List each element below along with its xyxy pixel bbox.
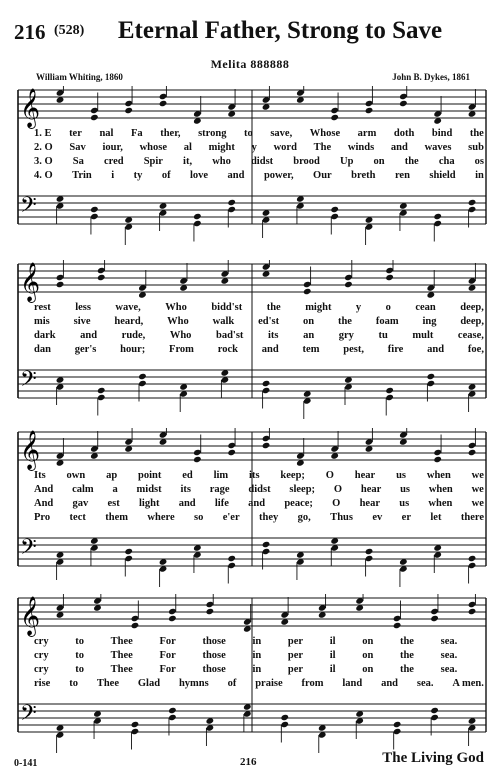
lyric-syllable: and xyxy=(390,142,408,153)
lyric-syllable: its xyxy=(249,470,260,481)
lyric-syllable: iour, xyxy=(102,142,123,153)
notehead xyxy=(468,555,477,562)
lyric-syllable: and xyxy=(381,678,399,689)
notehead xyxy=(262,442,271,449)
lyric-syllable: bidd'st xyxy=(211,302,243,313)
lyric-line xyxy=(34,678,484,689)
lyric-line xyxy=(34,470,484,481)
lyric-syllable: might xyxy=(305,302,332,313)
lyric-syllable: light xyxy=(139,498,160,509)
lyric-syllable: And xyxy=(34,498,54,509)
lyric-syllable: ed xyxy=(182,470,193,481)
lyric-syllable: deep, xyxy=(460,302,484,313)
lyric-syllable: we xyxy=(471,498,484,509)
lyric-syllable: the xyxy=(469,128,484,139)
lyric-syllable: ty xyxy=(133,170,143,181)
lyric-syllable: o xyxy=(385,302,391,313)
lyric-syllable: per xyxy=(287,636,304,647)
notehead xyxy=(303,288,312,295)
lyric-syllable: 1. E xyxy=(34,128,52,139)
notehead xyxy=(433,456,442,463)
lyric-syllable: For xyxy=(159,664,176,675)
footer-section-title: The Living God xyxy=(382,750,484,766)
lyric-line xyxy=(34,142,484,153)
lyric-syllable: love xyxy=(190,170,209,181)
lyric-syllable: From xyxy=(169,344,194,355)
lyric-syllable: those xyxy=(202,664,226,675)
lyric-syllable: sea. xyxy=(440,664,458,675)
lyric-syllable: 3. O xyxy=(34,156,53,167)
lyric-syllable: lim xyxy=(213,470,229,481)
lyric-syllable: sea. xyxy=(440,650,458,661)
lyric-syllable: waves xyxy=(424,142,452,153)
lyric-syllable: them xyxy=(105,512,128,523)
lyric-line xyxy=(34,664,484,675)
lyric-syllable: its xyxy=(268,330,279,341)
alt-hymn-number: (528) xyxy=(54,23,85,38)
lyric-syllable: we xyxy=(471,470,484,481)
lyric-syllable: didst xyxy=(250,156,274,167)
lyric-syllable: Whose xyxy=(309,128,341,139)
notehead xyxy=(193,456,202,463)
lyric-syllable: those xyxy=(202,650,226,661)
lyric-syllable: we xyxy=(471,484,484,495)
lyric-syllable: on xyxy=(362,650,374,661)
lyric-line xyxy=(34,484,484,495)
lyric-syllable: didst xyxy=(248,484,271,495)
hymn-title: Eternal Father, Strong to Save xyxy=(117,17,443,44)
lyric-syllable: est xyxy=(107,498,120,509)
notehead xyxy=(330,114,339,121)
notehead xyxy=(97,387,106,394)
lyric-syllable: us xyxy=(396,470,407,481)
notehead xyxy=(468,199,477,206)
lyric-syllable: hear xyxy=(360,484,382,495)
lyric-syllable: ed'st xyxy=(258,316,280,327)
lyric-line xyxy=(34,512,484,523)
lyric-syllable: Trin xyxy=(72,170,92,181)
lyric-syllable: go, xyxy=(297,512,311,523)
lyric-line xyxy=(34,344,484,355)
lyric-syllable: dan xyxy=(34,344,51,355)
lyric-line xyxy=(34,170,484,181)
notehead xyxy=(193,213,202,220)
lyric-syllable: 2. O xyxy=(34,142,53,153)
lyric-syllable: the xyxy=(266,302,281,313)
lyric-syllable: cry xyxy=(34,650,49,661)
lyric-syllable: dark xyxy=(34,330,56,341)
lyric-syllable: and xyxy=(261,344,279,355)
lyric-syllable: the xyxy=(399,650,414,661)
lyric-syllable: own xyxy=(66,470,86,481)
treble-clef-icon: 𝄞 xyxy=(20,430,41,470)
hymn-number: 216 xyxy=(14,20,46,44)
lyric-syllable: heard, xyxy=(114,316,144,327)
lyric-syllable: ev xyxy=(372,512,383,523)
lyric-syllable: us xyxy=(399,498,410,509)
lyric-syllable: The xyxy=(313,142,332,153)
music-system-2 xyxy=(0,260,500,420)
lyric-syllable: so xyxy=(194,512,204,523)
lyric-syllable: rock xyxy=(217,344,238,355)
lyric-syllable: O xyxy=(325,470,334,481)
lyric-syllable: winds xyxy=(347,142,375,153)
notehead xyxy=(393,622,402,629)
lyric-syllable: per xyxy=(287,650,304,661)
notehead xyxy=(168,707,177,714)
notehead xyxy=(468,449,477,456)
music-system-4 xyxy=(0,594,500,754)
hymn-header xyxy=(0,0,500,80)
lyric-syllable: life xyxy=(214,498,229,509)
lyric-syllable: rage xyxy=(209,484,230,495)
notehead xyxy=(365,107,374,114)
notehead xyxy=(262,541,271,548)
notehead xyxy=(280,714,289,721)
lyric-syllable: on xyxy=(302,316,315,327)
lyric-syllable: foam xyxy=(375,316,399,327)
bass-clef-icon: 𝄢 xyxy=(20,535,37,565)
lyric-syllable: from xyxy=(301,678,324,689)
notehead xyxy=(90,206,99,213)
lyric-syllable: sea. xyxy=(440,636,458,647)
lyric-line xyxy=(34,650,484,661)
lyric-syllable: il xyxy=(329,664,336,675)
lyric-syllable: the xyxy=(399,636,414,647)
bass-clef-icon: 𝄢 xyxy=(20,701,37,731)
lyric-syllable: wave, xyxy=(115,302,141,313)
lyric-syllable: word xyxy=(273,142,297,153)
lyric-syllable: cry xyxy=(34,636,49,647)
lyric-syllable: y xyxy=(355,302,362,313)
notehead xyxy=(262,380,271,387)
lyric-line xyxy=(34,498,484,509)
notehead xyxy=(97,274,106,281)
lyric-syllable: tu xyxy=(378,330,388,341)
lyric-syllable: on xyxy=(362,664,374,675)
lyric-syllable: sea. xyxy=(416,678,434,689)
lyric-syllable: Sav xyxy=(69,142,86,153)
lyric-syllable: and xyxy=(427,344,445,355)
lyric-line xyxy=(34,330,484,341)
notehead xyxy=(56,281,65,288)
lyric-syllable: Fa xyxy=(131,128,143,139)
lyric-syllable: cease, xyxy=(457,330,484,341)
lyric-syllable: A men. xyxy=(452,678,484,689)
lyric-line xyxy=(34,128,484,139)
notehead xyxy=(124,107,133,114)
lyric-syllable: Thee xyxy=(110,636,133,647)
lyric-line xyxy=(34,156,484,167)
lyric-syllable: tect xyxy=(69,512,86,523)
lyric-syllable: tem xyxy=(302,344,320,355)
lyric-syllable: cry xyxy=(34,664,49,675)
lyric-syllable: less xyxy=(75,302,91,313)
lyric-syllable: rest xyxy=(34,302,51,313)
lyric-syllable: when xyxy=(426,470,451,481)
lyric-syllable: on xyxy=(362,636,374,647)
lyric-syllable: Pro xyxy=(34,512,51,523)
lyric-syllable: ren xyxy=(394,170,410,181)
lyric-syllable: there xyxy=(460,512,484,523)
composer-credit: John B. Dykes, 1861 xyxy=(392,72,470,82)
lyric-syllable: sive xyxy=(73,316,91,327)
lyric-syllable: er xyxy=(401,512,411,523)
lyric-syllable: Its xyxy=(34,470,46,481)
lyric-syllable: and xyxy=(227,170,245,181)
lyric-syllable: land xyxy=(342,678,363,689)
lyric-syllable: an xyxy=(303,330,315,341)
lyric-syllable: in xyxy=(475,170,484,181)
notehead xyxy=(468,608,477,615)
lyric-syllable: and xyxy=(248,498,266,509)
lyric-syllable: os xyxy=(474,156,484,167)
lyric-syllable: gry xyxy=(338,330,354,341)
lyric-syllable: bad'st xyxy=(216,330,244,341)
lyric-syllable: those xyxy=(202,636,226,647)
lyric-syllable: it, xyxy=(183,156,193,167)
notehead xyxy=(124,548,133,555)
notehead xyxy=(430,615,439,622)
lyric-syllable: praise xyxy=(255,678,283,689)
lyric-syllable: 4. O xyxy=(34,170,53,181)
lyric-syllable: And xyxy=(34,484,54,495)
lyric-syllable: Spir xyxy=(143,156,163,167)
lyric-syllable: O xyxy=(332,498,341,509)
lyric-syllable: the xyxy=(404,156,419,167)
lyric-syllable: let xyxy=(430,512,442,523)
lyric-syllable: whose xyxy=(139,142,167,153)
footer-page-number: 216 xyxy=(240,756,257,768)
lyric-syllable: bind xyxy=(431,128,453,139)
lyric-syllable: might xyxy=(208,142,235,153)
lyric-syllable: y xyxy=(251,142,257,153)
lyric-syllable: of xyxy=(227,678,237,689)
lyric-syllable: in xyxy=(252,636,262,647)
lyric-syllable: ing xyxy=(422,316,437,327)
notehead xyxy=(385,274,394,281)
notehead xyxy=(433,213,442,220)
lyric-syllable: ger's xyxy=(74,344,97,355)
notehead xyxy=(344,281,353,288)
lyric-syllable: to xyxy=(75,636,84,647)
footer-code: 0-141 xyxy=(14,758,38,769)
lyric-syllable: Glad xyxy=(137,678,161,689)
notehead xyxy=(227,449,236,456)
lyric-syllable: midst xyxy=(136,484,162,495)
page-footer xyxy=(0,748,500,774)
lyric-syllable: hear xyxy=(359,498,380,509)
lyric-syllable: shield xyxy=(429,170,456,181)
lyric-syllable: mult xyxy=(412,330,434,341)
lyric-syllable: Sa xyxy=(72,156,84,167)
lyric-syllable: al xyxy=(183,142,192,153)
lyric-syllable: of xyxy=(161,170,171,181)
lyric-syllable: Thee xyxy=(110,650,133,661)
lyric-syllable: and xyxy=(80,330,98,341)
music-system-1 xyxy=(0,86,500,246)
lyric-syllable: il xyxy=(329,636,336,647)
treble-clef-icon: 𝄞 xyxy=(20,88,41,128)
lyric-syllable: Who xyxy=(165,302,187,313)
lyric-syllable: to xyxy=(75,664,84,675)
lyric-syllable: where xyxy=(147,512,175,523)
lyric-syllable: ther, xyxy=(160,128,181,139)
lyric-syllable: cha xyxy=(438,156,455,167)
lyric-syllable: O xyxy=(333,484,343,495)
lyric-syllable: on xyxy=(373,156,385,167)
lyric-syllable: strong xyxy=(198,128,227,139)
lyric-syllable: doth xyxy=(393,128,415,139)
lyric-syllable: hour; xyxy=(120,344,146,355)
bass-clef-icon: 𝄢 xyxy=(20,193,37,223)
notehead xyxy=(131,622,140,629)
author-credit: William Whiting, 1860 xyxy=(36,72,123,82)
lyric-syllable: per xyxy=(287,664,304,675)
lyric-syllable: hymns xyxy=(178,678,209,689)
lyric-line xyxy=(34,636,484,647)
notehead xyxy=(168,615,177,622)
lyric-syllable: foe, xyxy=(467,344,484,355)
lyric-syllable: cean xyxy=(415,302,436,313)
lyric-syllable: cred xyxy=(103,156,124,167)
lyric-syllable: Who xyxy=(167,316,189,327)
lyric-syllable: pest, xyxy=(343,344,364,355)
lyric-syllable: rise xyxy=(34,678,51,689)
lyric-syllable: peace; xyxy=(284,498,313,509)
lyric-syllable: hear xyxy=(354,470,376,481)
treble-clef-icon: 𝄞 xyxy=(20,262,41,302)
lyric-syllable: to xyxy=(244,128,253,139)
notehead xyxy=(138,373,147,380)
lyric-syllable: For xyxy=(159,650,176,661)
notehead xyxy=(90,114,99,121)
lyric-syllable: Up xyxy=(340,156,354,167)
lyric-syllable: sleep; xyxy=(289,484,316,495)
lyric-syllable: fire xyxy=(387,344,404,355)
lyric-syllable: to xyxy=(69,678,78,689)
notehead xyxy=(427,373,436,380)
lyric-syllable: ap xyxy=(106,470,118,481)
lyric-syllable: when xyxy=(428,484,453,495)
lyric-syllable: point xyxy=(138,470,162,481)
lyric-syllable: its xyxy=(180,484,191,495)
lyric-syllable: when xyxy=(428,498,453,509)
notehead xyxy=(399,100,408,107)
lyric-syllable: Thus xyxy=(330,512,353,523)
lyric-line xyxy=(34,302,484,313)
lyric-syllable: arm xyxy=(357,128,377,139)
lyric-syllable: a xyxy=(112,484,118,495)
notehead xyxy=(159,100,168,107)
notehead xyxy=(131,721,140,728)
notehead xyxy=(227,199,236,206)
lyric-syllable: save, xyxy=(270,128,293,139)
lyric-syllable: mis xyxy=(34,316,50,327)
lyric-syllable: walk xyxy=(212,316,235,327)
lyric-syllable: deep, xyxy=(460,316,484,327)
music-system-3 xyxy=(0,428,500,588)
lyric-syllable: ter xyxy=(69,128,82,139)
lyric-syllable: Our xyxy=(313,170,332,181)
lyric-syllable: nal xyxy=(99,128,114,139)
lyric-syllable: gav xyxy=(72,498,89,509)
lyric-syllable: rude, xyxy=(121,330,146,341)
notehead xyxy=(430,707,439,714)
lyric-syllable: brood xyxy=(293,156,320,167)
lyric-syllable: sub xyxy=(468,142,484,153)
lyric-syllable: breth xyxy=(351,170,376,181)
lyric-line xyxy=(34,316,484,327)
tune-name: Melita 888888 xyxy=(210,57,290,71)
lyric-syllable: Thee xyxy=(96,678,119,689)
notehead xyxy=(365,548,374,555)
lyric-syllable: us xyxy=(400,484,411,495)
lyric-syllable: power, xyxy=(263,170,294,181)
notehead xyxy=(393,721,402,728)
lyric-syllable: calm xyxy=(72,484,94,495)
notehead xyxy=(227,555,236,562)
lyric-syllable: in xyxy=(252,650,262,661)
lyric-syllable: who xyxy=(212,156,231,167)
notehead xyxy=(206,608,215,615)
lyric-syllable: the xyxy=(399,664,414,675)
lyric-syllable: in xyxy=(252,664,262,675)
lyric-syllable: they xyxy=(259,512,279,523)
lyric-syllable: il xyxy=(329,650,336,661)
lyric-syllable: i xyxy=(111,170,115,181)
notehead xyxy=(330,206,339,213)
lyric-syllable: e'er xyxy=(222,512,240,523)
treble-clef-icon: 𝄞 xyxy=(20,596,41,636)
bass-clef-icon: 𝄢 xyxy=(20,367,37,397)
lyric-syllable: Who xyxy=(169,330,192,341)
lyric-syllable: the xyxy=(337,316,352,327)
notehead xyxy=(385,387,394,394)
lyric-syllable: keep; xyxy=(280,470,305,481)
lyric-syllable: and xyxy=(178,498,196,509)
lyric-syllable: Thee xyxy=(110,664,133,675)
lyric-syllable: For xyxy=(159,636,176,647)
lyric-syllable: to xyxy=(75,650,84,661)
